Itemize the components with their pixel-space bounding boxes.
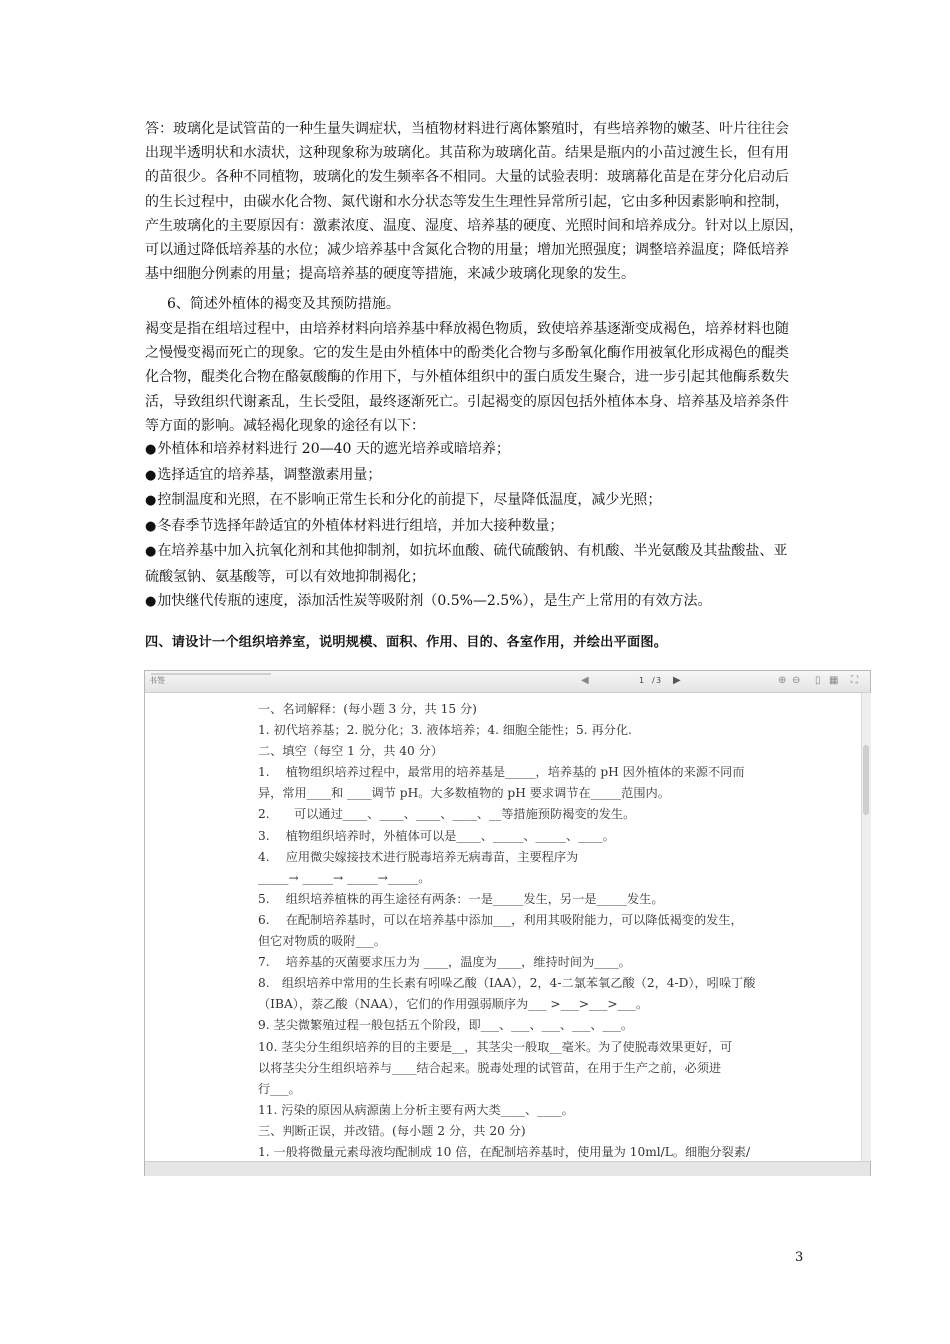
exam-line: 6. 在配制培养基时，可以在培养基中添加___，利用其吸附能力，可以降低褐变的发生， [258, 912, 743, 927]
answer-line: 基中细胞分例素的用量；提高培养基的硬度等措施，来减少玻璃化现象的发生。 [145, 266, 635, 283]
bullet-dot: ● [145, 518, 157, 534]
exam-line: 异，常用____和 ____调节 pH。大多数植物的 pH 要求调节在_____范围内。 [258, 786, 670, 801]
answer-line: 答：玻璃化是试管苗的一种生量失调症状，当植物材料进行离体繁殖时，有些培养物的嫩茎、叶片往往会 [145, 121, 789, 137]
exam-line: 9. 茎尖微繁殖过程一般包括五个阶段，即___、___、___、___、___。 [258, 1018, 634, 1033]
bullet-text: 硫酸氢钠、氨基酸等，可以有效地抑制褐化； [145, 568, 425, 585]
bullet-item [145, 565, 813, 590]
question-6-heading: 6、简述外植体的褐变及其预防措施。 [167, 296, 400, 312]
exam-line: 4. 应用微尖嫁接技术进行脱毒培养无病毒苗，主要程序为 [258, 849, 579, 864]
exam-line: 8. 组织培养中常用的生长素有吲哚乙酸（IAA），2，4-二氯苯氧乙酸（2，4-D），吲哚丁酸 [258, 976, 756, 991]
bullet-item [145, 488, 813, 514]
browning-paragraph [145, 317, 813, 438]
exam-line: 5. 组织培养植株的再生途径有两条：一是_____发生，另一是_____发生。 [258, 891, 664, 906]
exam-line: 但它对物质的吸附___。 [258, 934, 386, 949]
exam-line: 7. 培养基的灭菌要求压力为 ____，温度为____，维持时间为____。 [258, 955, 631, 970]
answer-line: 可以通过降低培养基的水位；减少培养基中含氮化合物的用量；增加光照强度；调整培养温度；降低培养 [145, 242, 789, 259]
browning-line: 褐变是指在组培过程中，由培养材料向培养基中释放褐色物质，致使培养基逐渐变成褐色，培养材料也随 [145, 321, 789, 337]
section-4-heading: 四、请设计一个组织培养室，说明规模、面积、作用、目的、各室作用，并绘出平面图。 [145, 635, 668, 650]
answer-line: 的苗很少。各种不同植物，玻璃化的发生频率各不相同。大量的试验表明：玻璃幕化苗是在芽分化启动后 [145, 169, 789, 186]
fit-page-icon: ⛶ [851, 675, 858, 686]
vertical-scrollbar [861, 693, 871, 1161]
prevention-bullet-list [145, 437, 813, 615]
exam-line: 一、名词解释：(每小题 3 分，共 15 分) [258, 702, 477, 716]
answer-line: 产生玻璃化的主要原因有：激素浓度、温度、湿度、培养基的硬度、光照时间和培养成分。针对以上原因， [145, 217, 803, 234]
total-pages: 3 [656, 676, 662, 685]
bullet-text: 加快继代传瓶的速度，添加活性炭等吸附剂（0.5%—2.5%），是生产上常用的有效方法。 [157, 593, 712, 609]
exam-line: （IBA），萘乙酸（NAA），它们的作用强弱顺序为___ >___>___>___。 [258, 997, 649, 1012]
bullet-text: 选择适宜的培养基，调整激素用量； [157, 466, 382, 483]
exam-line: 三、判断正误，并改错。(每小题 2 分，共 20 分) [258, 1123, 526, 1138]
exam-line: _____→ _____→ _____→_____。 [258, 870, 431, 885]
bullet-item [145, 437, 813, 463]
viewer-toolbar [145, 671, 870, 693]
single-page-icon: ▯ [815, 675, 821, 686]
bullet-item [145, 514, 813, 540]
viewer-page-content [145, 693, 861, 1161]
embedded-pdf-viewer-screenshot [144, 670, 871, 1176]
bullet-dot: ● [145, 467, 157, 483]
bullet-text: 冬春季节选择年龄适宜的外植体材料进行组培，并加大接种数量； [157, 517, 564, 534]
bullet-dot: ● [145, 442, 157, 457]
browning-line: 化合物，醌类化合物在酪氨酸酶的作用下，与外植体组织中的蛋白质发生聚合，进一步引起其他酶系数失 [145, 369, 789, 386]
tab-indicator [151, 673, 271, 675]
exam-line: 1. 一般将微量元素母液均配制成 10 倍，在配制培养基时，使用量为 10ml/L。细胞分裂素/ [258, 1144, 751, 1159]
exam-line: 1. 植物组织培养过程中，最常用的培养基是_____，培养基的 pH 因外植体的来源不同而 [258, 765, 745, 780]
next-page-icon: ▶ [673, 675, 681, 686]
bullet-dot: ● [145, 594, 157, 609]
bullet-dot: ● [145, 544, 157, 559]
answer-line: 的生长过程中，由碳水化合物、氮代谢和水分状态等发生生理性异常所引起，它由多种因素影响和控制， [145, 193, 789, 210]
answer-line: 出现半透明状和水渍状，这种现象称为玻璃化。其苗称为玻璃化苗。结果是瓶内的小苗过渡生长，但有用 [145, 145, 789, 162]
exam-line: 2. 可以通过____、____、____、____、__等措施预防褐变的发生。 [258, 807, 636, 822]
page-separator: / [652, 676, 655, 685]
exam-text [258, 699, 758, 1161]
grid-view-icon: ▦ [829, 675, 839, 686]
bullet-text: 控制温度和光照，在不影响正常生长和分化的前提下，尽量降低温度，减少光照； [157, 492, 662, 508]
exam-line: 11. 污染的原因从病源菌上分析主要有两大类____、____。 [258, 1102, 574, 1117]
bullet-item [145, 539, 813, 565]
bookmark-tab: 书签 [149, 676, 165, 685]
bullet-text: 外植体和培养材料进行 20—40 天的遮光培养或暗培养； [157, 441, 510, 457]
exam-line: 3. 植物组织培养时，外植体可以是____、_____、_____、____。 [258, 828, 615, 843]
current-page-number: 1 [639, 676, 645, 685]
bullet-text: 在培养基中加入抗氧化剂和其他抑制剂，如抗坏血酸、硫代硫酸钠、有机酸、半光氨酸及其盐酸盐、亚 [157, 543, 788, 559]
browning-line: 活，导致组织代谢紊乱，生长受阻，最终逐渐死亡。引起褐变的原因包括外植体本身、培养基及培养条件 [145, 393, 789, 410]
browning-line: 之慢慢变褐而死亡的现象。它的发生是由外植体中的酚类化合物与多酚氧化酶作用被氧化形成褐色的醌类 [145, 345, 789, 362]
browning-line: 等方面的影响。减轻褐化现象的途径有以下： [145, 417, 425, 434]
scrollbar-thumb [863, 745, 869, 815]
exam-line: 1. 初代培养基；2. 脱分化；3. 液体培养；4. 细胞全能性；5. 再分化. [258, 723, 632, 738]
exam-line: 二、填空（每空 1 分，共 40 分） [258, 744, 444, 759]
page-number: 3 [795, 1250, 804, 1265]
answer-paragraph [145, 117, 813, 286]
bullet-item [145, 463, 813, 489]
zoom-out-icon: ⊖ [792, 675, 801, 686]
exam-line: 10. 茎尖分生组织培养的目的主要是__，其茎尖一般取__毫米。为了使脱毒效果更好，可 [258, 1039, 733, 1054]
horizontal-scrollbar [145, 1161, 870, 1176]
previous-page-icon: ◀ [581, 675, 589, 686]
exam-line: 行___。 [258, 1081, 301, 1096]
zoom-in-icon: ⊕ [778, 675, 787, 686]
bullet-item [145, 589, 813, 615]
bullet-dot: ● [145, 493, 157, 508]
exam-line: 以将茎尖分生组织培养与____结合起来。脱毒处理的试管苗，在用于生产之前，必须进 [258, 1060, 722, 1075]
